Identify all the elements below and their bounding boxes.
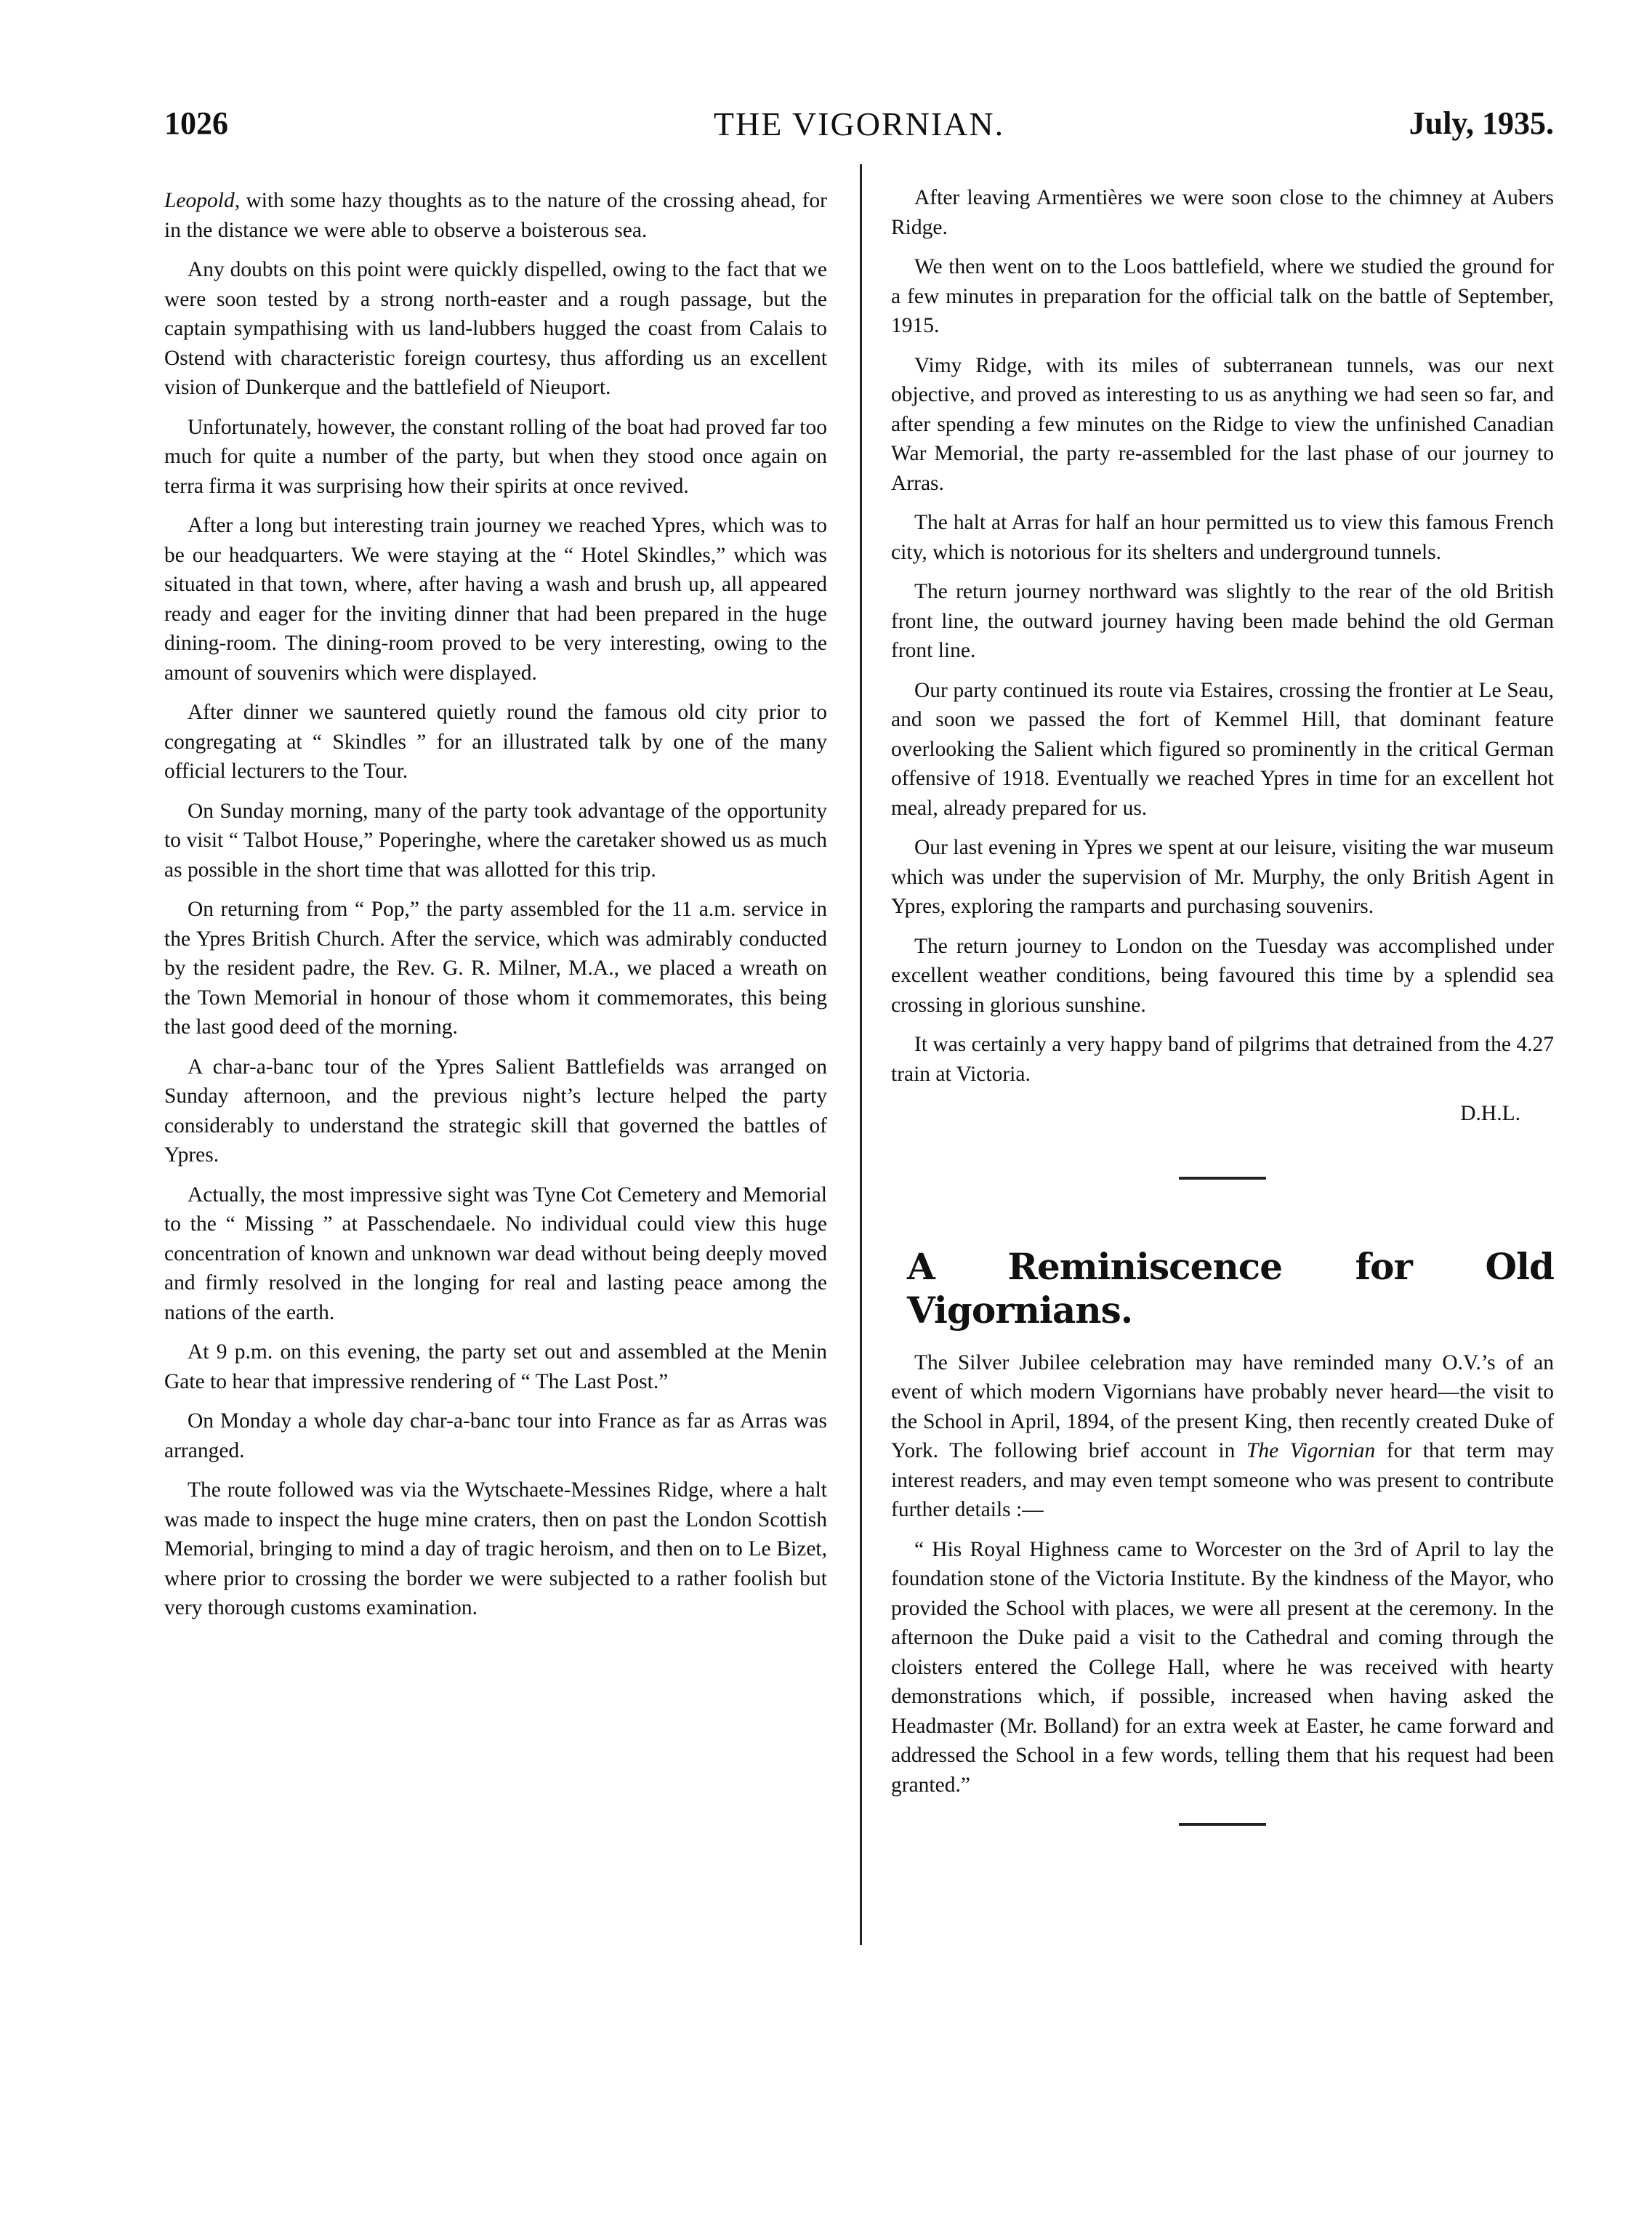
paragraph: After dinner we sauntered quietly round the famous old city prior to congregating at “ Skindles ” for an illustrated talk by one of the many official lecturers to the Tour.	[164, 701, 827, 783]
paragraph: A char-a-banc tour of the Ypres Salient Battlefields was arranged on Sunday afternoon, and the previous night’s lecture helped the party considerably to understand the strategic skill that governed the battles of Ypres.	[164, 1055, 827, 1167]
paragraph: The return journey northward was slightly to the rear of the old British front line, the outward journey having been made behind the old German front line.	[891, 580, 1554, 662]
paragraph-text: The Silver Jubilee celebration may have reminded many O.V.’s of an event of which modern Vigornians have probably never heard—the visit to the School in April, 1894, of the present King, then recently created Duke of York. The following brief account in	[891, 1350, 1554, 1462]
author-signature: D.H.L.	[1460, 1102, 1520, 1125]
left-column	[164, 186, 827, 1633]
paragraph: At 9 p.m. on this evening, the party set out and assembled at the Menin Gate to hear that impressive rendering of “ The Last Post.”	[164, 1340, 827, 1393]
article-heading: A Reminiscence for Old Vigornians.	[907, 1244, 1554, 1332]
block-quote: “ His Royal Highness came to Worcester on the 3rd of April to lay the foundation stone of the Victoria Institute. By the kindness of the Mayor, who provided the School with places, we were all present at the ceremony. In the afternoon the Duke paid a visit to the Cathedral and coming through the cloisters entered the College Hall, where he was received with hearty demonstrations which, if possible, increased when having asked the Headmaster (Mr. Bolland) for an extra week at Easter, he came forward and addressed the School in a few words, telling them that his request had been granted.”	[891, 1537, 1554, 1797]
end-divider	[1179, 1823, 1266, 1826]
section-divider	[1179, 1177, 1266, 1180]
paragraph: After a long but interesting train journey we reached Ypres, which was to be our headquarters. We were staying at the “ Hotel Skindles,” which was situated in that town, where, after having a wash and brush up, all appeared ready and eager for the inviting dinner that had been prepared in the huge dining-room. The dining-room proved to be very interesting, owing to the amount of souvenirs which were displayed.	[164, 514, 827, 685]
paragraph: On Monday a whole day char-a-banc tour into France as far as Arras was arranged.	[164, 1409, 827, 1462]
paragraph	[891, 1348, 1554, 1525]
italic-text: Leopold,	[164, 189, 241, 212]
paragraph: After leaving Armentières we were soon close to the chimney at Aubers Ridge.	[891, 186, 1554, 239]
paragraph-text: with some hazy thoughts as to the nature of the crossing ahead, for in the distance we were able to observe a boisterous sea.	[164, 189, 827, 242]
paragraph: We then went on to the Loos battlefield, where we studied the ground for a few minutes in preparation for the official talk on the battle of September, 1915.	[891, 255, 1554, 337]
paragraph: Our last evening in Ypres we spent at our leisure, visiting the war museum which was under the supervision of Mr. Murphy, the only British Agent in Ypres, exploring the ramparts and purchasing souvenirs.	[891, 836, 1554, 918]
paragraph: On Sunday morning, many of the party took advantage of the opportunity to visit “ Talbot House,” Poperinghe, where the caretaker showed us as much as possible in the short time that was allotted for this trip.	[164, 799, 827, 882]
paragraph-text: for that term may interest readers, and may even tempt someone who was present to contribute further details :—	[891, 1439, 1554, 1521]
publication-title: THE VIGORNIAN.	[713, 105, 1005, 142]
paragraph: Vimy Ridge, with its miles of subterranean tunnels, was our next objective, and proved as interesting to us as anything we had seen so far, and after spending a few minutes on the Ridge to view the unfinished Canadian War Memorial, the party re-assembled for the last phase of our journey to Arras.	[891, 353, 1554, 495]
italic-text: The Vigornian	[1246, 1439, 1376, 1462]
page-header	[164, 105, 1554, 156]
page-number: 1026	[164, 105, 228, 141]
paragraph: The route followed was via the Wytschaete-Messines Ridge, where a halt was made to inspect the huge mine craters, then on past the London Scottish Memorial, bringing to mind a day of tragic heroism, and then on to Le Bizet, where prior to crossing the border we were subjected to a rather foolish but very thorough customs examination.	[164, 1478, 827, 1619]
paragraph: Unfortunately, however, the constant rolling of the boat had proved far too much for quite a number of the party, but when they stood once again on terra firma it was surprising how their spirits at once revived.	[164, 415, 827, 498]
paragraph: The halt at Arras for half an hour permitted us to view this famous French city, which is notorious for its shelters and underground tunnels.	[891, 511, 1554, 564]
paragraph: On returning from “ Pop,” the party assembled for the 11 a.m. service in the Ypres British Church. After the service, which was admirably conducted by the resident padre, the Rev. G. R. Milner, M.A., we placed a wreath on the Town Memorial in honour of those whom it commemorates, this being the last good deed of the morning.	[164, 898, 827, 1039]
issue-date: July, 1935.	[1409, 105, 1554, 141]
paragraph: It was certainly a very happy band of pilgrims that detrained from the 4.27 train at Victoria.	[891, 1033, 1554, 1086]
paragraph: Actually, the most impressive sight was Tyne Cot Cemetery and Memorial to the “ Missing ” at Passchendaele. No individual could view this huge concentration of known and unknown war dead without being deeply moved and firmly resolved in the longing for real and lasting peace among the nations of the earth.	[164, 1183, 827, 1324]
paragraph	[164, 186, 827, 245]
paragraph: Our party continued its route via Estaires, crossing the frontier at Le Seau, and soon we passed the fort of Kemmel Hill, that dominant feature overlooking the Salient which figured so prominently in the critical German offensive of 1918. Eventually we reached Ypres in time for an excellent hot meal, already prepared for us.	[891, 678, 1554, 820]
right-column	[891, 183, 1554, 1826]
paragraph: Any doubts on this point were quickly dispelled, owing to the fact that we were soon tested by a strong north-easter and a rough passage, but the captain sympathising with us land-lubbers hugged the coast from Calais to Ostend with characteristic foreign courtesy, thus affording us an excellent vision of Dunkerque and the battlefield of Nieuport.	[164, 258, 827, 399]
column-divider	[860, 164, 862, 1945]
paragraph: The return journey to London on the Tuesday was accomplished under excellent weather conditions, being favoured this time by a splendid sea crossing in glorious sunshine.	[891, 934, 1554, 1017]
